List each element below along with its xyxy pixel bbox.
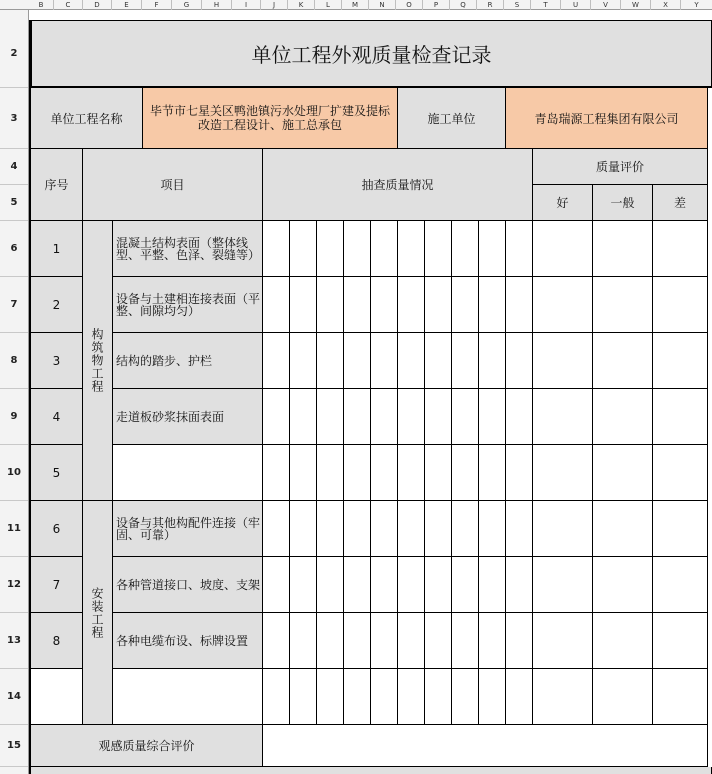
row-seq: 6 bbox=[29, 501, 83, 557]
inspection-cell[interactable] bbox=[479, 501, 506, 557]
column-header-e[interactable]: E bbox=[112, 0, 142, 10]
row-item: 混凝土结构表面（整体线型、平整、色泽、裂缝等） bbox=[113, 221, 263, 277]
inspection-cell[interactable] bbox=[479, 389, 506, 445]
row-header-9[interactable]: 9 bbox=[0, 389, 28, 445]
eval-good-cell[interactable] bbox=[533, 221, 593, 277]
inspection-cell[interactable] bbox=[317, 669, 344, 725]
inspection-cell[interactable] bbox=[290, 389, 317, 445]
eval-poor-cell[interactable] bbox=[653, 221, 708, 277]
row-header-10[interactable]: 10 bbox=[0, 445, 28, 501]
column-header-y[interactable]: Y bbox=[681, 0, 712, 10]
row-seq bbox=[29, 669, 83, 725]
inspection-cell[interactable] bbox=[290, 557, 317, 613]
row-header-5[interactable]: 5 bbox=[0, 185, 28, 221]
inspection-cell[interactable] bbox=[452, 277, 479, 333]
inspection-cell[interactable] bbox=[425, 445, 452, 501]
row-seq: 7 bbox=[29, 557, 83, 613]
column-header-x[interactable]: X bbox=[651, 0, 681, 10]
inspection-cell[interactable] bbox=[398, 277, 425, 333]
inspection-cell[interactable] bbox=[371, 613, 398, 669]
inspection-cell[interactable] bbox=[317, 613, 344, 669]
eval-good-cell[interactable] bbox=[533, 445, 593, 501]
inspection-cell[interactable] bbox=[263, 501, 290, 557]
inspection-cell[interactable] bbox=[479, 613, 506, 669]
inspection-cell[interactable] bbox=[263, 669, 290, 725]
inspection-cell[interactable] bbox=[344, 445, 371, 501]
contractor-label: 施工单位 bbox=[398, 88, 506, 149]
row-header-7[interactable]: 7 bbox=[0, 277, 28, 333]
column-header-h[interactable]: H bbox=[202, 0, 232, 10]
inspection-cell[interactable] bbox=[398, 669, 425, 725]
inspection-cell[interactable] bbox=[344, 333, 371, 389]
row-header-bar bbox=[0, 10, 29, 774]
eval-average-cell[interactable] bbox=[593, 333, 653, 389]
row-seq: 5 bbox=[29, 445, 83, 501]
column-header-r[interactable]: R bbox=[477, 0, 504, 10]
inspection-cell[interactable] bbox=[452, 333, 479, 389]
inspection-cell[interactable] bbox=[425, 501, 452, 557]
inspection-cell[interactable] bbox=[344, 501, 371, 557]
eval-average-cell[interactable] bbox=[593, 613, 653, 669]
column-header-u[interactable]: U bbox=[561, 0, 591, 10]
row-item: 设备与其他构配件连接（牢固、可靠） bbox=[113, 501, 263, 557]
inspection-cell[interactable] bbox=[425, 557, 452, 613]
column-header-b[interactable]: B bbox=[29, 0, 54, 10]
eval-poor-cell[interactable] bbox=[653, 557, 708, 613]
row-header-12[interactable]: 12 bbox=[0, 557, 28, 613]
row-header-4[interactable]: 4 bbox=[0, 149, 28, 185]
inspection-cell[interactable] bbox=[290, 613, 317, 669]
inspection-cell[interactable] bbox=[425, 669, 452, 725]
eval-poor-cell[interactable] bbox=[653, 613, 708, 669]
inspection-cell[interactable] bbox=[506, 389, 533, 445]
row-item: 走道板砂浆抹面表面 bbox=[113, 389, 263, 445]
row-item: 各种管道接口、坡度、支架 bbox=[113, 557, 263, 613]
inspection-cell[interactable] bbox=[398, 445, 425, 501]
inspection-cell[interactable] bbox=[290, 277, 317, 333]
eval-poor-cell[interactable] bbox=[653, 333, 708, 389]
inspection-cell[interactable] bbox=[344, 613, 371, 669]
eval-poor-header: 差 bbox=[653, 185, 708, 221]
row-header-11[interactable]: 11 bbox=[0, 501, 28, 557]
inspection-cell[interactable] bbox=[425, 333, 452, 389]
overall-evaluation-label: 观感质量综合评价 bbox=[29, 725, 263, 767]
inspection-cell[interactable] bbox=[398, 389, 425, 445]
eval-average-cell[interactable] bbox=[593, 277, 653, 333]
eval-average-cell[interactable] bbox=[593, 221, 653, 277]
inspection-cell[interactable] bbox=[506, 557, 533, 613]
row-header-3[interactable]: 3 bbox=[0, 88, 28, 149]
inspection-cell[interactable] bbox=[263, 333, 290, 389]
inspection-cell[interactable] bbox=[317, 277, 344, 333]
column-header-t[interactable]: T bbox=[531, 0, 561, 10]
inspection-cell[interactable] bbox=[371, 669, 398, 725]
inspection-cell[interactable] bbox=[398, 221, 425, 277]
inspection-cell[interactable] bbox=[398, 557, 425, 613]
project-name-value[interactable]: 毕节市七星关区鸭池镇污水处理厂扩建及提标改造工程设计、施工总承包 bbox=[143, 88, 398, 149]
contractor-value[interactable]: 青岛瑞源工程集团有限公司 bbox=[506, 88, 708, 149]
eval-poor-cell[interactable] bbox=[653, 389, 708, 445]
inspection-cell[interactable] bbox=[344, 389, 371, 445]
inspection-cell[interactable] bbox=[344, 557, 371, 613]
column-header-bar bbox=[0, 0, 712, 10]
inspection-cell[interactable] bbox=[317, 389, 344, 445]
inspection-header: 抽查质量情况 bbox=[263, 149, 533, 221]
inspection-cell[interactable] bbox=[506, 613, 533, 669]
inspection-cell[interactable] bbox=[371, 333, 398, 389]
seq-header: 序号 bbox=[29, 149, 83, 221]
row-item: 结构的踏步、护栏 bbox=[113, 333, 263, 389]
inspection-cell[interactable] bbox=[371, 277, 398, 333]
inspection-cell[interactable] bbox=[425, 389, 452, 445]
inspection-cell[interactable] bbox=[398, 333, 425, 389]
inspection-cell[interactable] bbox=[398, 501, 425, 557]
inspection-cell[interactable] bbox=[371, 501, 398, 557]
column-header-s[interactable]: S bbox=[504, 0, 531, 10]
form-title: 单位工程外观质量检查记录 bbox=[29, 20, 712, 88]
inspection-cell[interactable] bbox=[317, 221, 344, 277]
column-header-f[interactable]: F bbox=[142, 0, 172, 10]
inspection-cell[interactable] bbox=[371, 221, 398, 277]
inspection-cell[interactable] bbox=[479, 445, 506, 501]
row-seq: 4 bbox=[29, 389, 83, 445]
inspection-cell[interactable] bbox=[398, 613, 425, 669]
column-header-n[interactable]: N bbox=[369, 0, 396, 10]
inspection-cell[interactable] bbox=[452, 221, 479, 277]
bottom-row-strip bbox=[29, 767, 712, 774]
eval-good-cell[interactable] bbox=[533, 669, 593, 725]
column-header-w[interactable]: W bbox=[621, 0, 651, 10]
row-header-14[interactable]: 14 bbox=[0, 669, 28, 725]
group-installation: 安装工程 bbox=[83, 501, 113, 725]
inspection-cell[interactable] bbox=[425, 613, 452, 669]
row-seq: 1 bbox=[29, 221, 83, 277]
row-item bbox=[113, 445, 263, 501]
group-structures: 构筑物工程 bbox=[83, 221, 113, 501]
row-item bbox=[113, 669, 263, 725]
inspection-cell[interactable] bbox=[317, 557, 344, 613]
inspection-cell[interactable] bbox=[452, 557, 479, 613]
column-header-m[interactable]: M bbox=[342, 0, 369, 10]
inspection-cell[interactable] bbox=[290, 333, 317, 389]
column-header-o[interactable]: O bbox=[396, 0, 423, 10]
column-header-d[interactable]: D bbox=[83, 0, 112, 10]
inspection-cell[interactable] bbox=[452, 613, 479, 669]
inspection-cell[interactable] bbox=[506, 221, 533, 277]
inspection-cell[interactable] bbox=[506, 277, 533, 333]
column-header-j[interactable]: J bbox=[261, 0, 288, 10]
inspection-cell[interactable] bbox=[317, 333, 344, 389]
column-header-q[interactable]: Q bbox=[450, 0, 477, 10]
eval-average-cell[interactable] bbox=[593, 501, 653, 557]
inspection-cell[interactable] bbox=[506, 333, 533, 389]
eval-poor-cell[interactable] bbox=[653, 277, 708, 333]
inspection-cell[interactable] bbox=[263, 557, 290, 613]
row-header-15[interactable]: 15 bbox=[0, 725, 28, 767]
eval-poor-cell[interactable] bbox=[653, 501, 708, 557]
inspection-cell[interactable] bbox=[452, 445, 479, 501]
evaluation-header: 质量评价 bbox=[533, 149, 708, 185]
eval-good-cell[interactable] bbox=[533, 277, 593, 333]
inspection-cell[interactable] bbox=[263, 221, 290, 277]
column-header-i[interactable]: I bbox=[232, 0, 261, 10]
inspection-cell[interactable] bbox=[479, 277, 506, 333]
row-item: 设备与土建相连接表面（平整、间隙均匀） bbox=[113, 277, 263, 333]
row-item: 各种电缆布设、标牌设置 bbox=[113, 613, 263, 669]
inspection-cell[interactable] bbox=[317, 445, 344, 501]
item-header: 项目 bbox=[83, 149, 263, 221]
inspection-cell[interactable] bbox=[452, 501, 479, 557]
column-header-g[interactable]: G bbox=[172, 0, 202, 10]
column-header-v[interactable]: V bbox=[591, 0, 621, 10]
eval-good-cell[interactable] bbox=[533, 613, 593, 669]
row-seq: 3 bbox=[29, 333, 83, 389]
column-header-k[interactable]: K bbox=[288, 0, 315, 10]
column-header-l[interactable]: L bbox=[315, 0, 342, 10]
eval-average-cell[interactable] bbox=[593, 669, 653, 725]
row-header-8[interactable]: 8 bbox=[0, 333, 28, 389]
eval-good-cell[interactable] bbox=[533, 389, 593, 445]
inspection-cell[interactable] bbox=[344, 277, 371, 333]
inspection-cell[interactable] bbox=[506, 501, 533, 557]
inspection-cell[interactable] bbox=[425, 277, 452, 333]
inspection-cell[interactable] bbox=[506, 445, 533, 501]
inspection-cell[interactable] bbox=[425, 221, 452, 277]
inspection-cell[interactable] bbox=[479, 333, 506, 389]
inspection-cell[interactable] bbox=[452, 389, 479, 445]
inspection-cell[interactable] bbox=[317, 501, 344, 557]
eval-average-cell[interactable] bbox=[593, 445, 653, 501]
inspection-cell[interactable] bbox=[263, 389, 290, 445]
column-header-p[interactable]: P bbox=[423, 0, 450, 10]
row-seq: 2 bbox=[29, 277, 83, 333]
eval-poor-cell[interactable] bbox=[653, 669, 708, 725]
inspection-cell[interactable] bbox=[479, 557, 506, 613]
inspection-cell[interactable] bbox=[263, 613, 290, 669]
eval-average-cell[interactable] bbox=[593, 557, 653, 613]
eval-average-cell[interactable] bbox=[593, 389, 653, 445]
project-name-label: 单位工程名称 bbox=[29, 88, 143, 149]
inspection-cell[interactable] bbox=[371, 445, 398, 501]
inspection-cell[interactable] bbox=[344, 669, 371, 725]
eval-good-header: 好 bbox=[533, 185, 593, 221]
row-header-6[interactable]: 6 bbox=[0, 221, 28, 277]
inspection-cell[interactable] bbox=[290, 669, 317, 725]
row-seq: 8 bbox=[29, 613, 83, 669]
overall-evaluation-field[interactable] bbox=[263, 725, 708, 767]
eval-average-header: 一般 bbox=[593, 185, 653, 221]
inspection-cell[interactable] bbox=[479, 669, 506, 725]
inspection-cell[interactable] bbox=[371, 389, 398, 445]
inspection-cell[interactable] bbox=[371, 557, 398, 613]
inspection-cell[interactable] bbox=[506, 669, 533, 725]
inspection-cell[interactable] bbox=[479, 221, 506, 277]
column-header-c[interactable]: C bbox=[54, 0, 83, 10]
inspection-cell[interactable] bbox=[290, 501, 317, 557]
inspection-cell[interactable] bbox=[452, 669, 479, 725]
inspection-cell[interactable] bbox=[263, 277, 290, 333]
row-header-13[interactable]: 13 bbox=[0, 613, 28, 669]
inspection-cell[interactable] bbox=[263, 445, 290, 501]
inspection-cell[interactable] bbox=[344, 221, 371, 277]
row-header-2[interactable]: 2 bbox=[0, 20, 28, 88]
eval-good-cell[interactable] bbox=[533, 333, 593, 389]
inspection-cell[interactable] bbox=[290, 445, 317, 501]
eval-poor-cell[interactable] bbox=[653, 445, 708, 501]
eval-good-cell[interactable] bbox=[533, 557, 593, 613]
eval-good-cell[interactable] bbox=[533, 501, 593, 557]
inspection-cell[interactable] bbox=[290, 221, 317, 277]
